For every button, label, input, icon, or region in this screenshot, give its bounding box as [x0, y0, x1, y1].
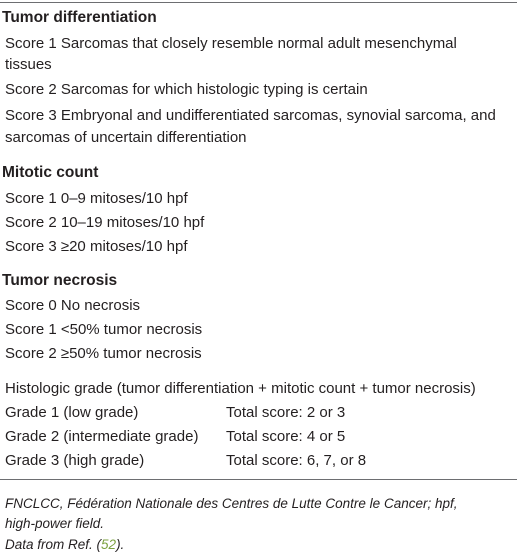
- histologic-grade-header: Histologic grade (tumor differentiation + mitotic count + tumor necrosis): [5, 380, 476, 397]
- footnote-source: [5, 535, 124, 555]
- source-prefix: Data from Ref. (: [5, 537, 102, 552]
- section-title-mitotic: Mitotic count: [2, 164, 99, 181]
- grade-score: Total score: 2 or 3: [226, 404, 346, 421]
- mitotic-line: Score 3 ≥20 mitoses/10 hpf: [5, 238, 188, 255]
- necrosis-line: Score 1 <50% tumor necrosis: [5, 321, 203, 338]
- differentiation-line: tissues: [5, 56, 52, 73]
- footnote-abbreviations-cont: high-power field.: [5, 516, 105, 531]
- reference-link[interactable]: 52: [101, 537, 117, 552]
- grade-row: [5, 403, 345, 423]
- grade-label: Grade 2 (intermediate grade): [5, 428, 199, 445]
- differentiation-line: sarcomas of uncertain differentiation: [5, 129, 247, 146]
- footnote-abbreviations: FNCLCC, Fédération Nationale des Centres de Lutte Contre le Cancer; hpf,: [5, 496, 458, 511]
- mitotic-line: Score 1 0–9 mitoses/10 hpf: [5, 190, 188, 207]
- differentiation-line: Score 3 Embryonal and undifferentiated sarcomas, synovial sarcoma, and: [5, 107, 496, 124]
- section-title-differentiation: Tumor differentiation: [2, 9, 157, 26]
- mitotic-line: Score 2 10–19 mitoses/10 hpf: [5, 214, 205, 231]
- section-title-necrosis: Tumor necrosis: [2, 272, 118, 289]
- grade-score: Total score: 4 or 5: [226, 428, 346, 445]
- grade-label: Grade 1 (low grade): [5, 404, 139, 421]
- grade-label: Grade 3 (high grade): [5, 452, 145, 469]
- source-suffix: ).: [116, 537, 125, 552]
- table-bottom-rule: [0, 479, 517, 480]
- grade-score: Total score: 6, 7, or 8: [226, 452, 367, 469]
- differentiation-line: Score 1 Sarcomas that closely resemble normal adult mesenchymal: [5, 35, 457, 52]
- grade-row: [5, 451, 366, 471]
- grade-row: [5, 427, 345, 447]
- table-top-rule: [0, 2, 517, 3]
- necrosis-line: Score 0 No necrosis: [5, 297, 141, 314]
- differentiation-line: Score 2 Sarcomas for which histologic typing is certain: [5, 81, 368, 98]
- necrosis-line: Score 2 ≥50% tumor necrosis: [5, 345, 202, 362]
